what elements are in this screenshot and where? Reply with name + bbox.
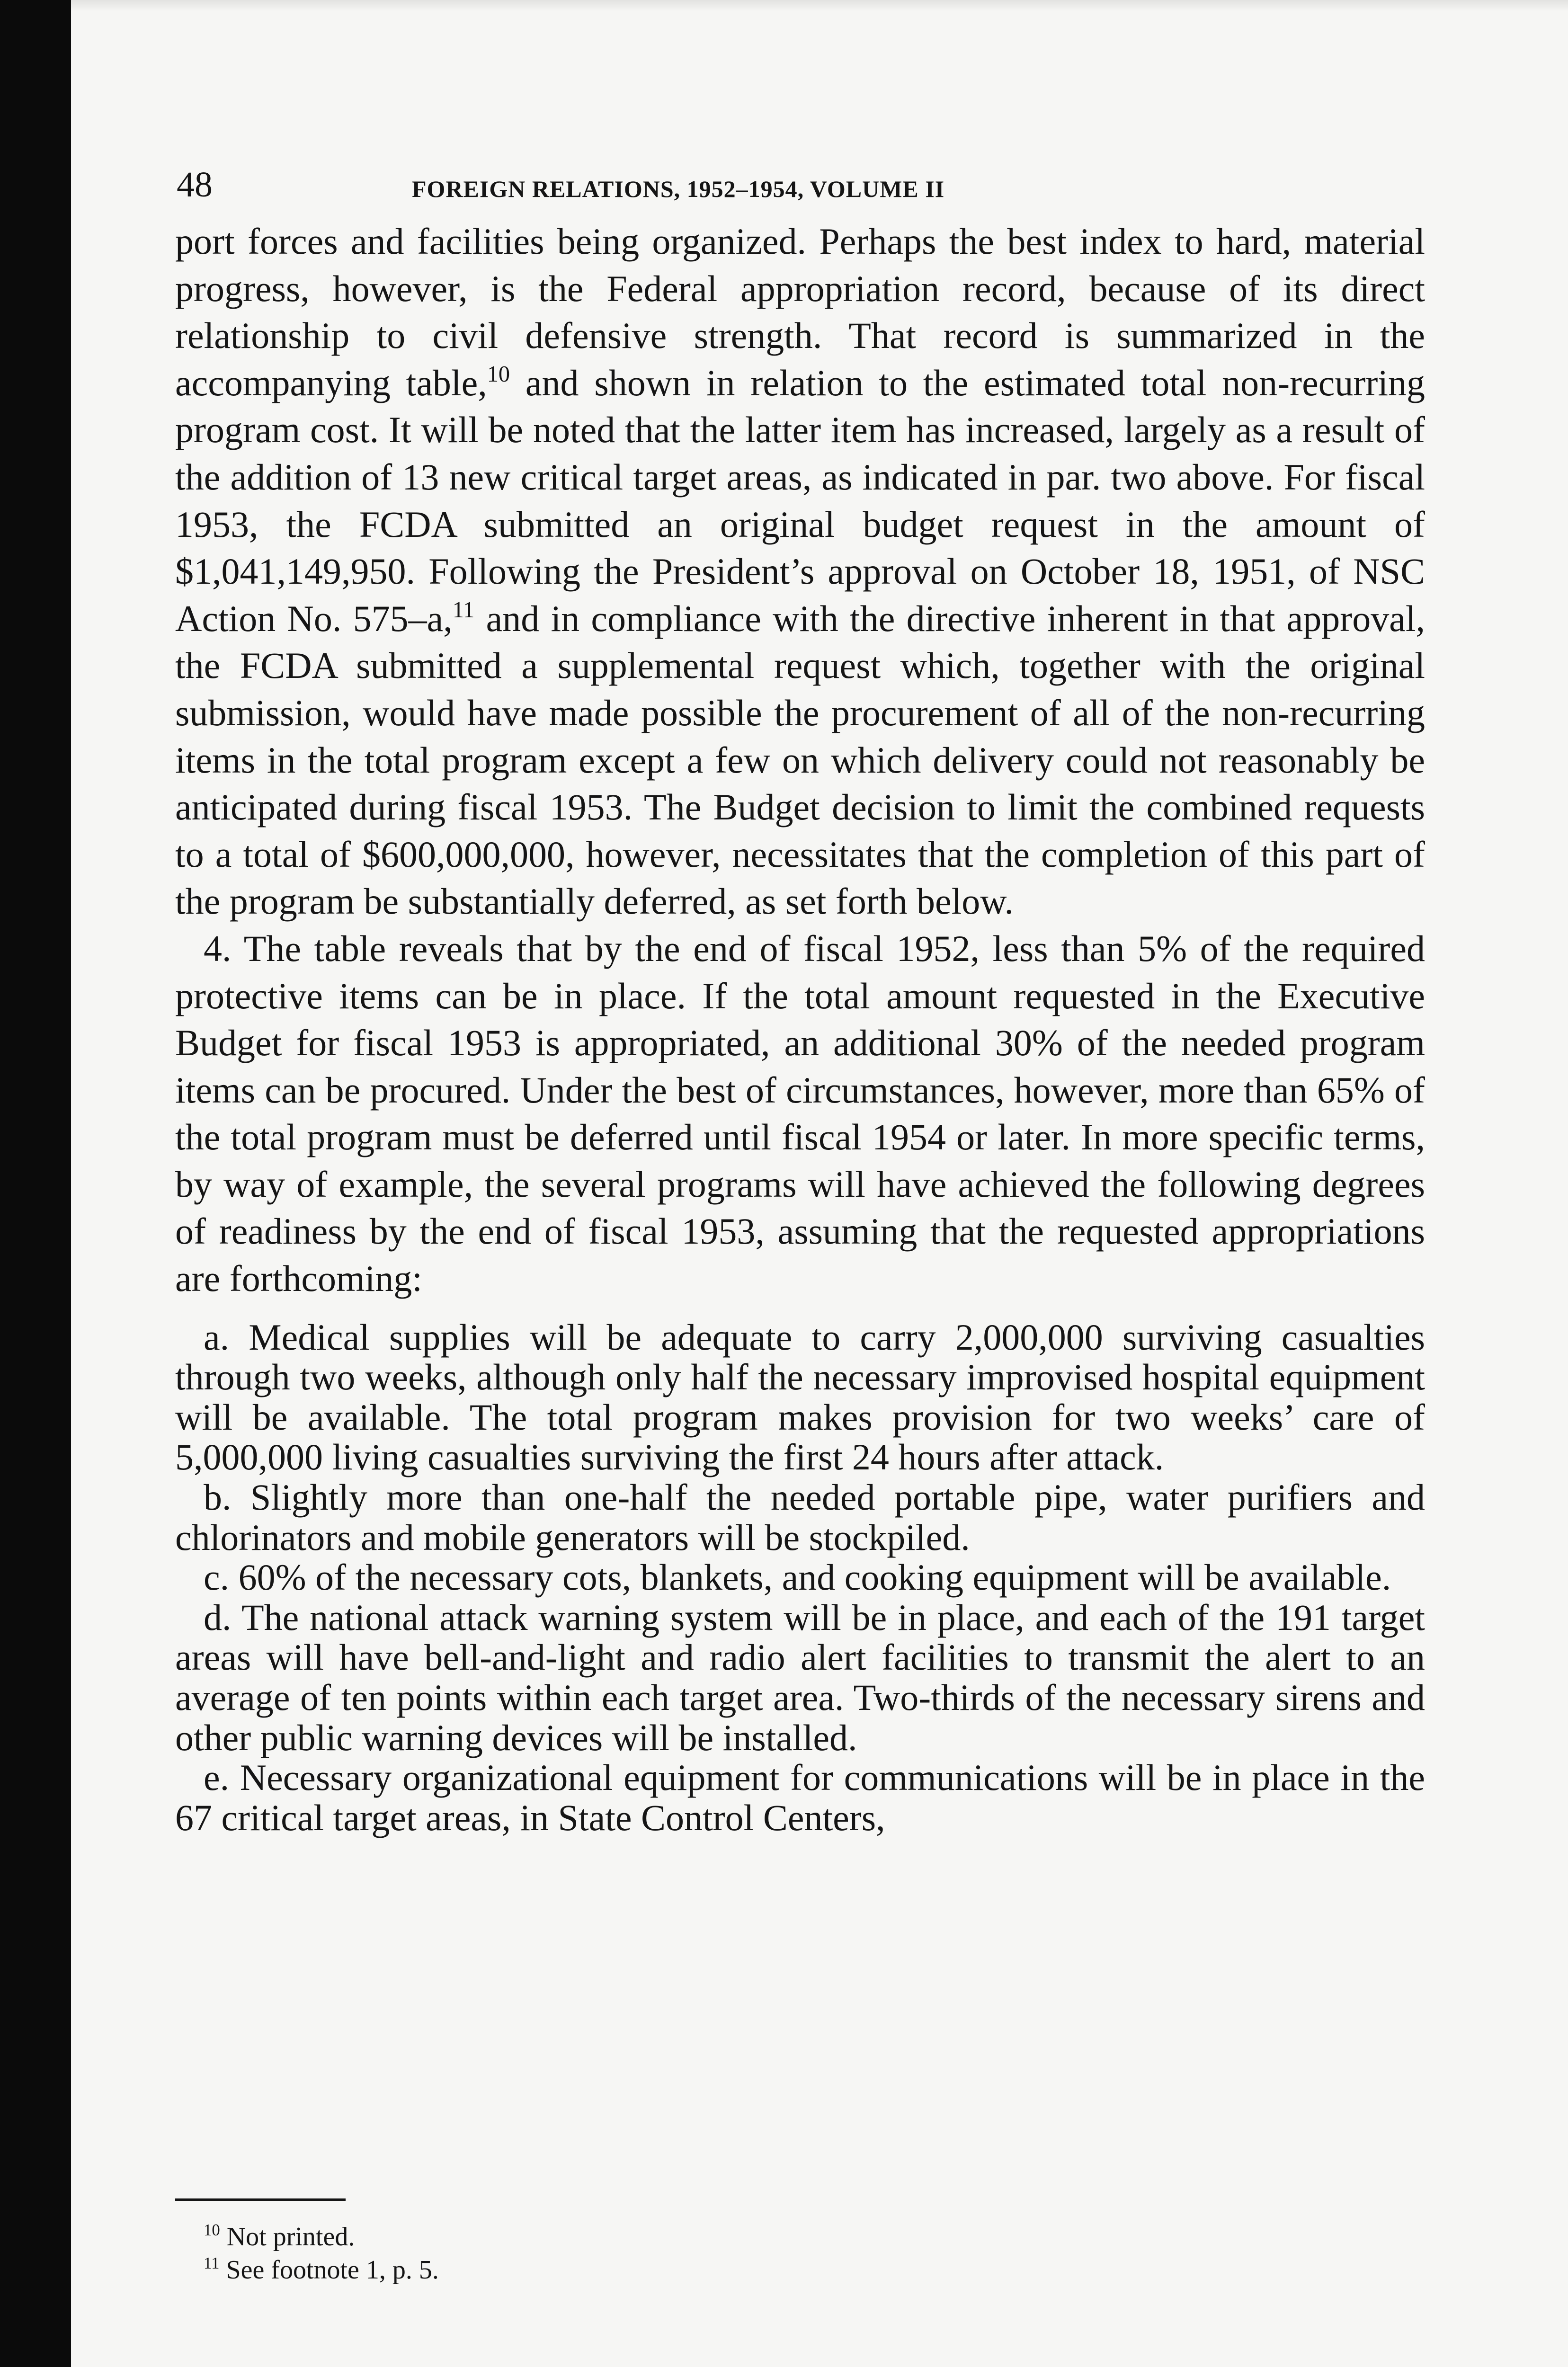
list-item-e: e. Necessary organizational equipment for communications will be in place in the 67 critical target areas, in State Control Centers, <box>175 1757 1425 1838</box>
footnote-ref-11: 11 <box>452 597 475 623</box>
list-item-b: b. Slightly more than one-half the needed portable pipe, water purifiers and chlorinators and mobile generators will be stockpiled. <box>175 1477 1425 1558</box>
body-text <box>175 218 1425 1302</box>
footnotes <box>204 2220 772 2287</box>
list-item-a: a. Medical supplies will be adequate to carry 2,000,000 surviving casualties through two weeks, although only half the necessary improvised hospital equipment will be available. The total program makes provision for two weeks’ care of 5,000,000 living casualties surviving the first 24 hours after attack. <box>175 1316 1425 1478</box>
footnote-ref-10: 10 <box>487 361 510 387</box>
paragraph-text: and in compliance with the directive inherent in that approval, the FCDA submitted a supplemental request which, together with the original submission, would have made possible the procurement of all of the non-recurring items in the total program except a few on which delivery could not reasonably be anticipated during fiscal 1953. The Budget decision to limit the combined requests to a total of $600,000,000, however, necessitates that the completion of this part of the program be substantially deferred, as set forth below. <box>175 597 1425 922</box>
paragraph-text: and shown in relation to the estimated total non-recurring program cost. It will be noted that the latter item has increased, largely as a result of the addition of 13 new critical target areas, as indicated in par. two above. For fiscal 1953, the FCDA submitted an original budget request in the amount of $1,041,149,950. Following the President’s approval on October 18, 1951, of NSC Action No. 575–a, <box>175 362 1425 639</box>
list-item-c: c. 60% of the necessary cots, blankets, and cooking equipment will be available. <box>204 1557 1391 1598</box>
footnote-mark: 11 <box>204 2254 220 2273</box>
footnote-11 <box>204 2253 772 2287</box>
footnote-text: See footnote 1, p. 5. <box>219 2255 439 2285</box>
paragraph-3-continued <box>175 218 1425 925</box>
footnote-10 <box>204 2220 772 2253</box>
readiness-list <box>175 1317 1425 1838</box>
document-page <box>175 161 1425 2367</box>
list-item-d: d. The national attack warning system will be in place, and each of the 191 target areas will have bell-and-light and radio alert facilities to transmit the alert to an average of ten points within each target area. Two-thirds of the necessary sirens and other public warning devices will be installed. <box>175 1596 1425 1758</box>
page-header <box>175 161 1425 218</box>
footnote-text: Not printed. <box>220 2222 355 2251</box>
paragraph-text: port forces and facilities being organized. Perhaps the best index to hard, material progress, however, is the Federal appropriation record, because of its direct relationship to civil defensive strength. That record is summarized in the accompanying table, <box>175 221 1425 403</box>
footnote-mark: 10 <box>204 2221 220 2240</box>
page-number: 48 <box>177 165 213 205</box>
paragraph-4: 4. The table reveals that by the end of fiscal 1952, less than 5% of the required protective items can be in place. If the total amount requested in the Executive Budget for fiscal 1953 is appropriated, an additional 30% of the needed program items can be procured. Under the best of circumstances, however, more than 65% of the total program must be deferred until fiscal 1954 or later. In more specific terms, by way of example, the several programs will have achieved the following degrees of readiness by the end of fiscal 1953, assuming that the requested appropriations are forthcoming: <box>175 927 1425 1299</box>
running-head: FOREIGN RELATIONS, 1952–1954, VOLUME II <box>412 176 945 202</box>
scan-edge-shadow <box>0 0 71 2367</box>
footnote-divider <box>175 2198 346 2201</box>
scan-top-shadow <box>71 0 1568 11</box>
